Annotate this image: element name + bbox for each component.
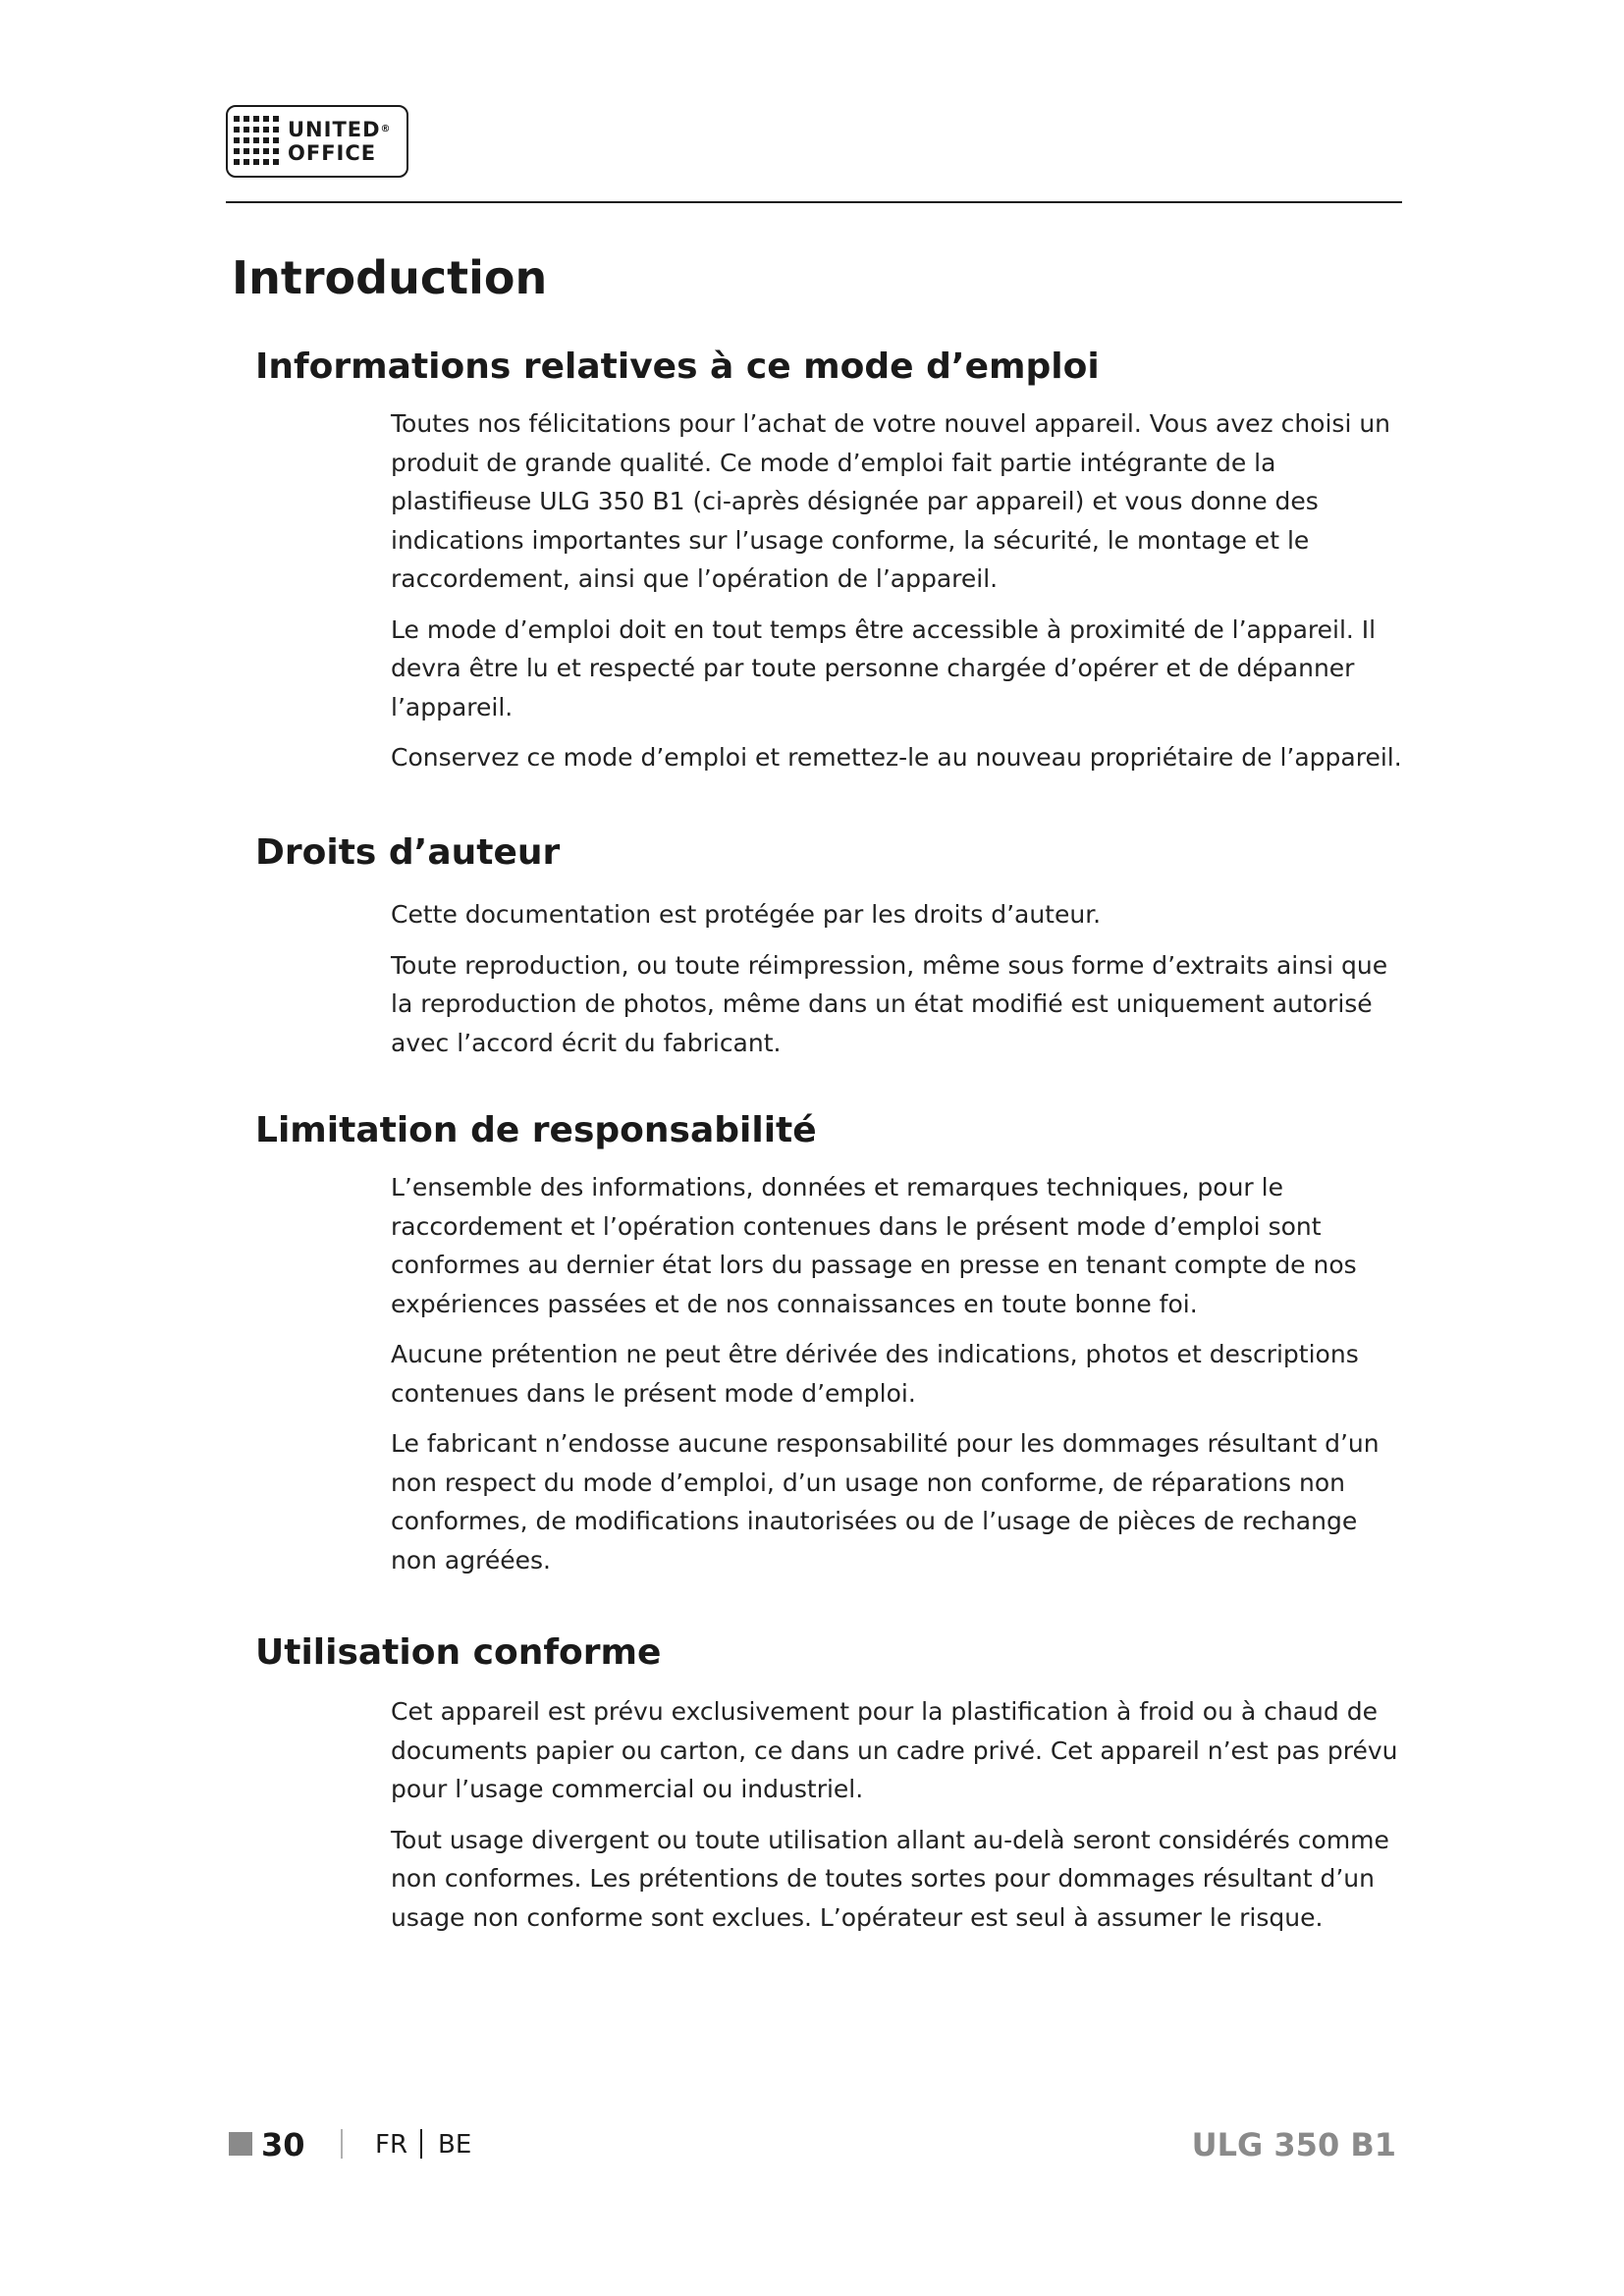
paragraph: Cette documentation est protégée par les droits d’auteur. bbox=[391, 900, 1102, 929]
section-title-informations: Informations relatives à ce mode d’emploi bbox=[255, 347, 1100, 387]
section-title-droits: Droits d’auteur bbox=[255, 832, 561, 873]
brand-logo bbox=[226, 105, 408, 178]
paragraph: Toutes nos félicitations pour l’achat de votre nouvel appareil. Vous avez choisi un produit de grande qualité. Ce mode d’emploi fait partie intégrante de la plastifieuse ULG 350 B1 (ci-après désignée par appareil) et vous donne des indications importantes sur l’usage conforme, la sécurité, le montage et le raccordement, ainsi que l’opération de l’appareil. bbox=[391, 409, 1391, 593]
page-title: Introduction bbox=[232, 251, 548, 304]
logo-line2: OFFICE bbox=[288, 141, 377, 165]
page-footer bbox=[0, 2123, 1624, 2166]
logo-reg-mark: ® bbox=[380, 124, 392, 134]
paragraph: Le mode d’emploi doit en tout temps être accessible à proximité de l’appareil. Il devra être lu et respecté par toute personne chargée d’opérer et de dépanner l’appareil. bbox=[391, 614, 1377, 721]
paragraph: Le fabricant n’endosse aucune responsabilité pour les dommages résultant d’un non respect du mode d’emploi, d’un usage non conforme, de réparations non conformes, de modifications inautorisées ou de l’usage de pièces de rechange non agréées. bbox=[391, 1429, 1380, 1575]
section-title-utilisation: Utilisation conforme bbox=[255, 1632, 662, 1673]
logo-line1: UNITED bbox=[288, 118, 381, 141]
footer-divider bbox=[341, 2129, 343, 2159]
header-rule bbox=[226, 201, 1402, 203]
paragraph: Aucune prétention ne peut être dérivée des indications, photos et descriptions contenues dans le présent mode d’emploi. bbox=[391, 1340, 1359, 1408]
logo-dot-grid-icon bbox=[234, 116, 280, 167]
footer-model: ULG 350 B1 bbox=[1191, 2126, 1396, 2163]
footer-divider bbox=[420, 2129, 422, 2159]
paragraph: Conservez ce mode d’emploi et remettez-le au nouveau propriétaire de l’appareil. bbox=[391, 743, 1402, 772]
footer-language: FR bbox=[375, 2130, 408, 2160]
footer-country: BE bbox=[438, 2130, 472, 2160]
paragraph: L’ensemble des informations, données et remarques techniques, pour le raccordement et l’opération contenues dans le présent mode d’emploi sont conformes au dernier état lors du passage en presse en tenant compte de nos expériences passées et de nos connaissances en toute bonne foi. bbox=[391, 1173, 1357, 1318]
section-body-limitation bbox=[391, 1168, 1404, 1591]
section-body-droits bbox=[391, 895, 1404, 1074]
footer-square-icon bbox=[229, 2132, 252, 2156]
logo-text bbox=[288, 118, 392, 165]
section-body-utilisation bbox=[391, 1692, 1404, 1949]
section-body-informations bbox=[391, 404, 1404, 789]
paragraph: Toute reproduction, ou toute réimpression, même sous forme d’extraits ainsi que la reproduction de photos, même dans un état modifié est uniquement autorisé avec l’accord écrit du fabricant. bbox=[391, 950, 1388, 1057]
paragraph: Tout usage divergent ou toute utilisation allant au-delà seront considérés comme non conformes. Les prétentions de toutes sortes pour dommages résultant d’un usage non conforme sont exclues. L’opérateur est seul à assumer le risque. bbox=[391, 1825, 1389, 1932]
paragraph: Cet appareil est prévu exclusivement pour la plastification à froid ou à chaud de documents papier ou carton, ce dans un cadre privé. Cet appareil n’est pas prévu pour l’usage commercial ou industriel. bbox=[391, 1697, 1398, 1803]
page-number: 30 bbox=[261, 2126, 305, 2163]
section-title-limitation: Limitation de responsabilité bbox=[255, 1110, 817, 1150]
